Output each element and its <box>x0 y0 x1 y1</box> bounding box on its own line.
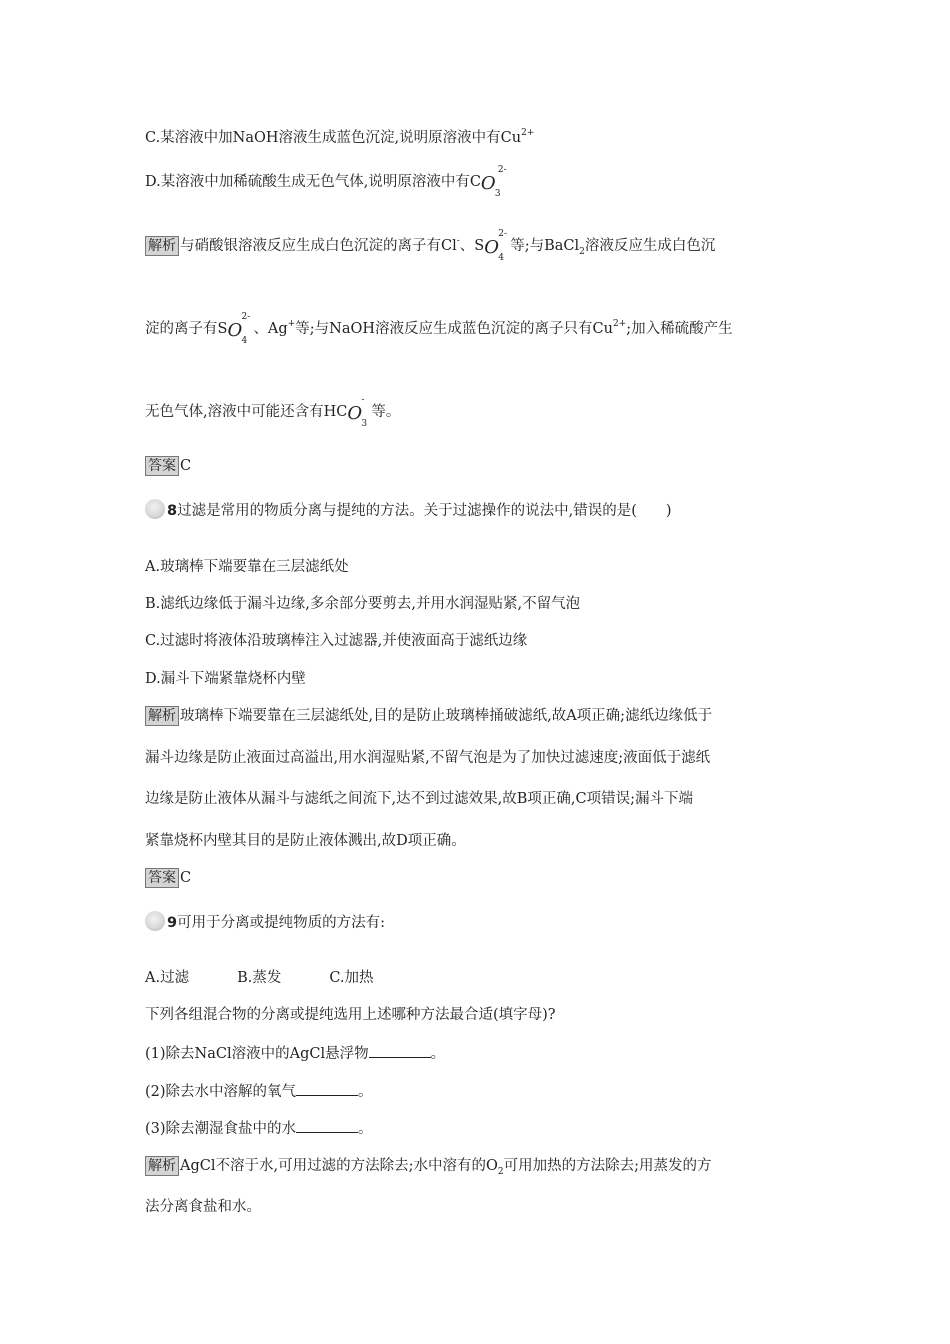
co3-formula: O 2- 3 <box>480 165 507 199</box>
q8-analysis-line3: 边缘是防止液体从漏斗与滤纸之间流下,达不到过滤效果,故B项正确,C项错误;漏斗下端 <box>145 791 693 807</box>
q7-answer: 答案 C <box>145 456 191 476</box>
answer-blank[interactable] <box>369 1043 431 1058</box>
q7-option-d: D.某溶液中加稀硫酸生成无色气体,说明原溶液中有C O 2- 3 <box>145 166 511 192</box>
so4-formula: O 2- 4 <box>227 312 251 346</box>
so4-formula: O 2- 4 <box>484 229 507 263</box>
answer-blank[interactable] <box>296 1118 358 1133</box>
q9-analysis-line2: 法分离食盐和水。 <box>145 1199 261 1215</box>
analysis-tag: 解析 <box>145 706 179 726</box>
q8-analysis-line4: 紧靠烧杯内壁其目的是防止液体溅出,故D项正确。 <box>145 833 466 849</box>
analysis-tag: 解析 <box>145 1156 179 1176</box>
q8-analysis-line1: 解析 玻璃棒下端要靠在三层滤纸处,目的是防止玻璃棒捅破滤纸,故A项正确;滤纸边缘低于 <box>145 706 712 726</box>
q9-part1: (1)除去NaCl溶液中的AgCl悬浮物 。 <box>145 1043 445 1064</box>
q8-answer: 答案 C <box>145 868 191 888</box>
q9-part3: (3)除去潮湿食盐中的水 。 <box>145 1118 373 1139</box>
q9-options: A.过滤 B.蒸发 C.加热 <box>145 970 374 986</box>
q8-stem: 8过滤是常用的物质分离与提纯的方法。关于过滤操作的说法中,错误的是( ) <box>145 499 672 521</box>
analysis-tag: 解析 <box>145 236 179 256</box>
q7-analysis-line2: 淀的离子有S O 2- 4 、Ag+等;与NaOH溶液反应生成蓝色沉淀的离子只有$Cu^{2+}$;加入稀硫酸产生 <box>145 312 733 346</box>
q9-question: 下列各组混合物的分离或提纯选用上述哪种方法最合适(填字母)? <box>145 1007 556 1023</box>
q8-option-d: D.漏斗下端紧靠烧杯内壁 <box>145 671 306 687</box>
q9-stem: 9可用于分离或提纯物质的方法有: <box>145 911 385 933</box>
question-bullet-icon <box>145 499 165 519</box>
q8-analysis-line2: 漏斗边缘是防止液面过高溢出,用水润湿贴紧,不留气泡是为了加快过滤速度;液面低于滤纸 <box>145 750 711 766</box>
q7-option-c: C.某溶液中加NaOH溶液生成蓝色沉淀,说明原溶液中有$Cu^{2+}$ <box>145 128 535 146</box>
question-bullet-icon <box>145 911 165 931</box>
q9-analysis-line1: 解析 AgCl不溶于水,可用过滤的方法除去;水中溶有的$O_2$可用加热的方法除去;用蒸发的方 <box>145 1156 712 1178</box>
hco3-formula: O - 3 <box>347 395 368 429</box>
q8-option-a: A.玻璃棒下端要靠在三层滤纸处 <box>145 559 349 575</box>
answer-tag: 答案 <box>145 868 179 888</box>
answer-blank[interactable] <box>296 1081 358 1096</box>
answer-tag: 答案 <box>145 456 179 476</box>
q8-option-b: B.滤纸边缘低于漏斗边缘,多余部分要剪去,并用水润湿贴紧,不留气泡 <box>145 596 581 612</box>
q7-analysis-line1: 解析 与硝酸银溶液反应生成白色沉淀的离子有Cl-、S O 2- 4 等;与BaCl$_2$溶液反应生成白色沉 <box>145 230 715 258</box>
q9-part2: (2)除去水中溶解的氧气 。 <box>145 1081 373 1102</box>
q8-option-c: C.过滤时将液体沿玻璃棒注入过滤器,并使液面高于滤纸边缘 <box>145 633 528 649</box>
q7-analysis-line3: 无色气体,溶液中可能还含有HC O - 3 等。 <box>145 395 401 429</box>
